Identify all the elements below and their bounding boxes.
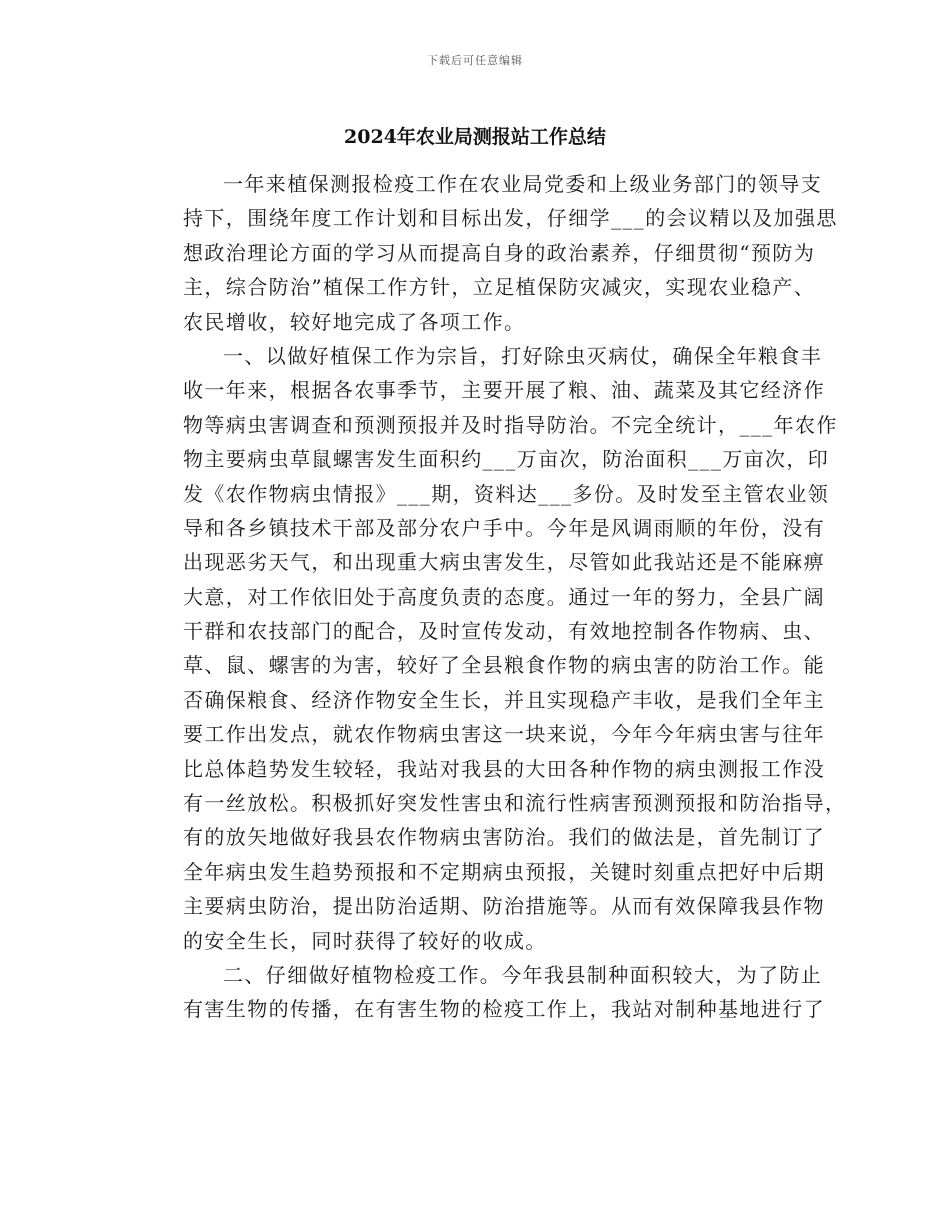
text-line: 比总体趋势发生较轻，我站对我县的大田各种作物的病虫测报工作没 <box>183 756 825 781</box>
text-line: 否确保粮食、经济作物安全生长，并且实现稳产丰收，是我们全年主 <box>183 687 825 712</box>
text-line: 一年来植保测报检疫工作在农业局党委和上级业务部门的领导支 <box>223 172 823 196</box>
page-header-note: 下载后可任意编辑 <box>427 54 523 67</box>
paragraph-section-one <box>143 339 847 958</box>
text-line: 收一年来，根据各农事季节，主要开展了粮、油、蔬菜及其它经济作 <box>183 378 825 403</box>
text-line: 一、以做好植保工作为宗旨，打好除虫灭病仗，确保全年粮食丰 <box>223 343 823 368</box>
text-line: 农民增收，较好地完成了各项工作。 <box>183 309 526 334</box>
text-line: 要工作出发点，就农作物病虫害这一块来说，今年今年病虫害与往年 <box>183 722 825 747</box>
text-line: 的安全生长，同时获得了较好的收成。 <box>183 928 547 953</box>
text-line: 全年病虫发生趋势预报和不定期病虫预报，关键时刻重点把好中后期 <box>183 859 825 884</box>
text-line: 有的放矢地做好我县农作物病虫害防治。我们的做法是，首先制订了 <box>183 825 825 850</box>
text-line: 想政治理论方面的学习从而提高自身的政治素养，仔细贯彻“预防为 <box>183 240 816 265</box>
paragraph-intro <box>143 167 838 339</box>
text-line: 有一丝放松。积极抓好突发性害虫和流行性病害预测预报和防治指导， <box>183 791 847 816</box>
text-line: 发《农作物病虫情报》___期，资料达___多份。及时发至主管农业领 <box>183 481 830 506</box>
text-line: 出现恶劣天气，和出现重大病虫害发生，尽管如此我站还是不能麻痹 <box>183 550 825 575</box>
document-body <box>143 167 847 1027</box>
text-line: 物主要病虫草鼠螺害发生面积约___万亩次，防治面积___万亩次，印 <box>183 447 830 472</box>
paragraph-section-two <box>143 958 825 1027</box>
text-line: 大意，对工作依旧处于高度负责的态度。通过一年的努力，全县广阔 <box>183 584 825 609</box>
text-line: 二、仔细做好植物检疫工作。今年我县制种面积较大，为了防止 <box>223 962 823 987</box>
text-line: 有害生物的传播，在有害生物的检疫工作上，我站对制种基地进行了 <box>183 997 825 1022</box>
text-line: 草、鼠、螺害的为害，较好了全县粮食作物的病虫害的防治工作。能 <box>183 653 825 678</box>
text-line: 主，综合防治”植保工作方针，立足植保防灾减灾，实现农业稳产、 <box>183 275 816 300</box>
text-line: 主要病虫防治，提出防治适期、防治措施等。从而有效保障我县作物 <box>183 894 825 919</box>
text-line: 导和各乡镇技术干部及部分农户手中。今年是风调雨顺的年份，没有 <box>183 515 825 540</box>
document-title: 2024年农业局测报站工作总结 <box>344 126 606 148</box>
text-line: 持下，围绕年度工作计划和目标出发，仔细学___的会议精以及加强思 <box>183 206 838 231</box>
text-line: 物等病虫害调查和预测预报并及时指导防治。不完全统计，___年农作 <box>183 412 838 437</box>
text-line: 干群和农技部门的配合，及时宣传发动，有效地控制各作物病、虫、 <box>183 619 825 644</box>
